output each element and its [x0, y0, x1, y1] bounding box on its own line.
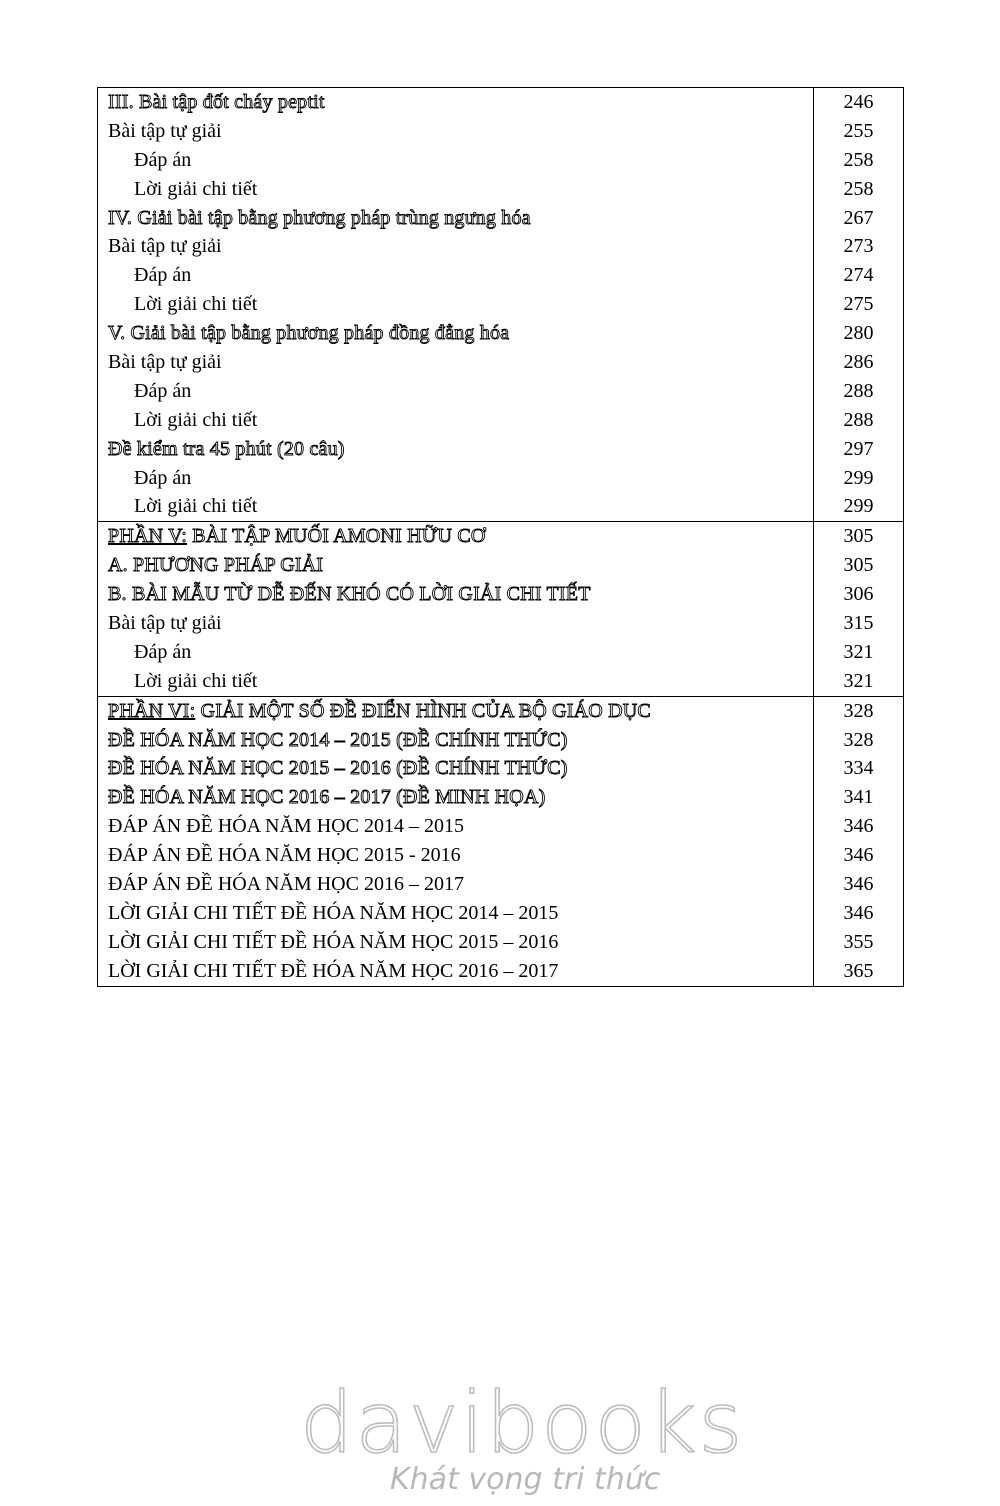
toc-entry-page: 299: [843, 495, 874, 518]
toc-entry-page: 306: [843, 583, 874, 606]
toc-entry-title: [108, 464, 813, 493]
toc-entry-page: 267: [843, 206, 874, 229]
toc-entry-page: 258: [843, 177, 874, 200]
toc-entry-text: Bài tập tự giải: [108, 351, 222, 374]
toc-entry-title: [108, 204, 813, 233]
toc-entry-page: 275: [843, 293, 874, 316]
toc-entry-page: 334: [843, 757, 874, 780]
toc-entry-text: Đáp án: [134, 264, 192, 287]
toc-entry-page: 346: [843, 873, 874, 896]
toc-entry-text: III. Bài tập đốt cháy peptit: [108, 91, 325, 113]
toc-entry-title: [108, 899, 813, 928]
toc-entry-title: [108, 261, 813, 290]
toc-entry-title: [108, 522, 813, 551]
toc-section: [98, 696, 904, 986]
toc-entry-text: ĐỀ HÓA NĂM HỌC 2014 – 2015 (ĐỀ CHÍNH THỨC): [108, 728, 568, 751]
toc-entry-text: LỜI GIẢI CHI TIẾT ĐỀ HÓA NĂM HỌC 2014 – 2015: [108, 901, 559, 924]
toc-entry-page: 365: [843, 959, 874, 982]
toc-entry-text: Đáp án: [134, 148, 192, 171]
toc-entry-page: 246: [843, 91, 874, 113]
toc-section-titles: [98, 696, 814, 986]
toc-entry-title: [108, 146, 813, 175]
toc-entry-page: 315: [843, 612, 874, 635]
toc-entry-page: 286: [843, 351, 874, 374]
toc-entry-text: Lời giải chi tiết: [134, 669, 258, 692]
toc-entry-page: 346: [843, 815, 874, 838]
toc-entry-title: [108, 406, 813, 435]
toc-entry-text: Lời giải chi tiết: [134, 408, 258, 431]
toc-entry-title: [108, 117, 813, 146]
toc-entry-page: 297: [843, 437, 874, 460]
toc-entry-text: Bài tập tự giải: [108, 612, 222, 635]
toc-entry-text: Bài tập tự giải: [108, 119, 222, 142]
toc-entry-page: 299: [843, 466, 874, 489]
toc-section-pages: [814, 522, 904, 696]
toc-entry-text: Đáp án: [134, 640, 192, 663]
toc-entry-text: ĐÁP ÁN ĐỀ HÓA NĂM HỌC 2014 – 2015: [108, 815, 464, 838]
toc-entry-page: 346: [843, 901, 874, 924]
toc-entry-page: 288: [843, 408, 874, 431]
toc-entry-text: ĐÁP ÁN ĐỀ HÓA NĂM HỌC 2015 - 2016: [108, 844, 461, 867]
toc-entry-title: [108, 957, 813, 986]
toc-entry-text: IV. Giải bài tập bằng phương pháp trùng ngưng hóa: [108, 206, 531, 229]
toc-entry-page: 346: [843, 844, 874, 867]
toc-entry-title: [108, 928, 813, 957]
toc-entry-text: A. PHƯƠNG PHÁP GIẢI: [108, 554, 324, 577]
toc-entry-page: 341: [843, 786, 874, 809]
toc-entry-page: 321: [843, 640, 874, 663]
toc-entry-page: 305: [843, 554, 874, 577]
toc-entry-text: ĐỀ HÓA NĂM HỌC 2015 – 2016 (ĐỀ CHÍNH THỨC): [108, 757, 568, 780]
watermark-brand: davibooks: [300, 1374, 745, 1472]
toc-entry-text: Lời giải chi tiết: [134, 495, 258, 518]
toc-entry-text: ĐỀ HÓA NĂM HỌC 2016 – 2017 (ĐỀ MINH HỌA): [108, 786, 546, 809]
toc-entry-title: [108, 726, 813, 755]
toc-entry-title: [108, 697, 813, 726]
toc-entry-text: ĐÁP ÁN ĐỀ HÓA NĂM HỌC 2016 – 2017: [108, 873, 464, 896]
toc-part-label: PHẦN VI:: [108, 699, 196, 722]
toc-section-pages: [814, 88, 904, 522]
toc-entry-title: [108, 667, 813, 696]
toc-entry-text: LỜI GIẢI CHI TIẾT ĐỀ HÓA NĂM HỌC 2016 – 2017: [108, 959, 559, 982]
toc-entry-page: 328: [843, 699, 874, 722]
toc-entry-text: Lời giải chi tiết: [134, 177, 258, 200]
toc-entry-title: [108, 175, 813, 204]
toc-entry-text: V. Giải bài tập bằng phương pháp đồng đẳng hóa: [108, 322, 510, 345]
toc-entry-page: 328: [843, 728, 874, 751]
toc-entry-text: Đề kiểm tra 45 phút (20 câu): [108, 437, 345, 460]
toc-entry-page: 274: [843, 264, 874, 287]
toc-entry-title: [108, 870, 813, 899]
toc-entry-title: [108, 551, 813, 580]
toc-entry-page: 305: [843, 525, 874, 548]
toc-entry-title: [108, 841, 813, 870]
toc-entry-page: 280: [843, 322, 874, 345]
toc-entry-text: Đáp án: [134, 379, 192, 402]
toc-entry-text: B. BÀI MẪU TỪ DỄ ĐẾN KHÓ CÓ LỜI GIẢI CHI TIẾT: [108, 583, 591, 606]
toc-entry-title: [108, 580, 813, 609]
toc-entry-text: GIẢI MỘT SỐ ĐỀ ĐIỂN HÌNH CỦA BỘ GIÁO DỤC: [195, 699, 651, 722]
toc-entry-page: 321: [843, 669, 874, 692]
toc-section: [98, 88, 904, 522]
toc-entry-page: 255: [843, 119, 874, 142]
toc-section-titles: [98, 88, 814, 522]
toc-entry-title: [108, 290, 813, 319]
toc-section: [98, 522, 904, 696]
toc-entry-title: [108, 319, 813, 348]
toc-entry-text: LỜI GIẢI CHI TIẾT ĐỀ HÓA NĂM HỌC 2015 – 2016: [108, 930, 559, 953]
toc-entry-text: Đáp án: [134, 466, 192, 489]
toc-entry-title: [108, 783, 813, 812]
toc-entry-text: BÀI TẬP MUỐI AMONI HỮU CƠ: [187, 525, 486, 548]
watermark: [300, 1374, 745, 1497]
toc-entry-title: [108, 754, 813, 783]
toc-entry-title: [108, 435, 813, 464]
toc-entry-page: 273: [843, 235, 874, 258]
toc-section-pages: [814, 696, 904, 986]
toc-entry-text: Lời giải chi tiết: [134, 293, 258, 316]
toc-part-label: PHẦN V:: [108, 525, 188, 548]
toc-entry-title: [108, 377, 813, 406]
toc-entry-page: 355: [843, 930, 874, 953]
toc-entry-title: [108, 609, 813, 638]
toc-entry-text: Bài tập tự giải: [108, 235, 222, 258]
watermark-tagline: Khát vọng tri thức: [390, 1462, 661, 1497]
toc-entry-title: [108, 232, 813, 261]
toc-entry-title: [108, 812, 813, 841]
toc-entry-page: 288: [843, 379, 874, 402]
toc-entry-page: 258: [843, 148, 874, 171]
toc-entry-title: [108, 348, 813, 377]
toc-entry-title: [108, 492, 813, 521]
toc-entry-title: [108, 88, 813, 117]
table-of-contents: [97, 87, 904, 987]
toc-section-titles: [98, 522, 814, 696]
toc-entry-title: [108, 638, 813, 667]
